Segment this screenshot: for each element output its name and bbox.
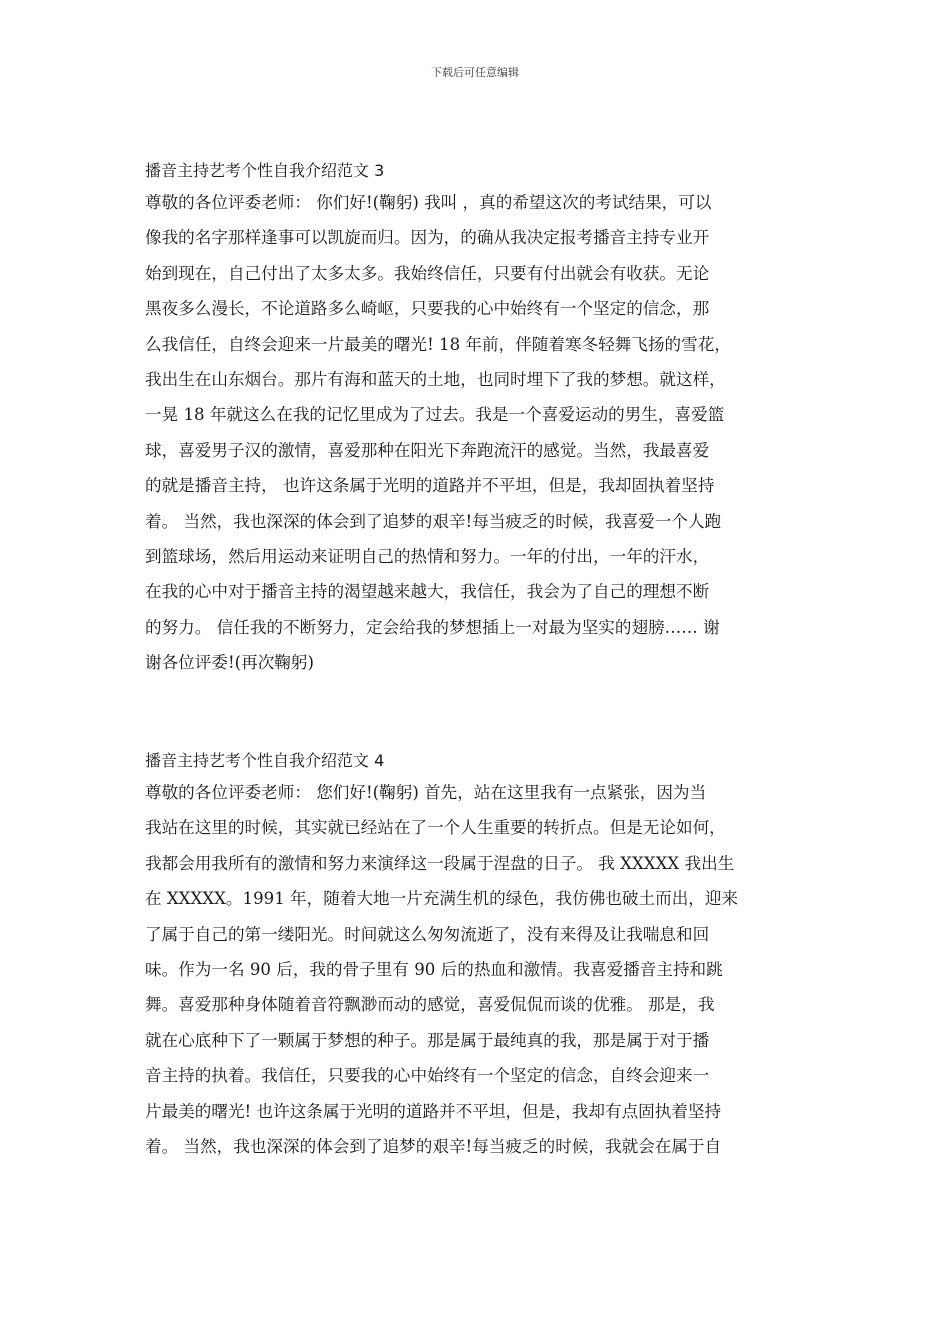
paragraph-line: 么我信任，自终会迎来一片最美的曙光! 18 年前，伴随着寒冬轻舞飞扬的雪花， — [145, 334, 731, 354]
paragraph-line: 我都会用我所有的激情和努力来演绎这一段属于涅盘的日子。 我 XXXXX 我出生 — [145, 853, 735, 873]
paragraph-line: 尊敬的各位评委老师： 你们好!(鞠躬) 我叫 ，真的希望这次的考试结果，可以 — [145, 193, 712, 212]
section-body — [145, 185, 811, 681]
paragraph-line: 就在心底种下了一颗属于梦想的种子。那是属于最纯真的我，那是属于对于播 — [145, 1030, 710, 1050]
section-title: 播音主持艺考个性自我介绍范文 3 — [145, 161, 385, 180]
paragraph-line: 黑夜多么漫长，不论道路多么崎岖，只要我的心中始终有一个坚定的信念，那 — [145, 299, 710, 319]
paragraph-line: 一晃 18 年就这么在我的记忆里成为了过去。我是一个喜爱运动的男生，喜爱篮 — [145, 405, 725, 425]
section-4 — [145, 750, 811, 1164]
paragraph-line: 像我的名字那样逢事可以凯旋而归。因为，的确从我决定报考播音主持专业开 — [145, 228, 710, 248]
section-3 — [145, 160, 811, 681]
paragraph-line: 尊敬的各位评委老师： 您们好!(鞠躬) 首先，站在这里我有一点紧张，因为当 — [145, 783, 707, 802]
paragraph-line: 着。 当然，我也深深的体会到了追梦的艰辛!每当疲乏的时候，我喜爱一个人跑 — [145, 511, 722, 531]
paragraph-line: 味。作为一名 90 后，我的骨子里有 90 后的热血和激情。我喜爱播音主持和跳 — [145, 960, 723, 980]
paragraph-line: 的努力。 信任我的不断努力，定会给我的梦想插上一对最为坚实的翅膀…… 谢 — [145, 617, 720, 637]
section-title: 播音主持艺考个性自我介绍范文 4 — [145, 751, 385, 770]
section-body — [145, 775, 811, 1164]
paragraph-line: 我出生在山东烟台。那片有海和蓝天的土地，也同时埋下了我的梦想。就这样， — [145, 370, 726, 390]
paragraph-line: 的就是播音主持， 也许这条属于光明的道路并不平坦，但是，我却固执着坚持 — [145, 476, 715, 496]
paragraph-line: 在我的心中对于播音主持的渴望越来越大，我信任，我会为了自己的理想不断 — [145, 582, 710, 602]
paragraph-line: 球，喜爱男子汉的激情，喜爱那种在阳光下奔跑流汗的感觉。当然，我最喜爱 — [145, 440, 710, 460]
page-header: 下载后可任意编辑 — [431, 66, 519, 79]
paragraph-line: 我站在这里的时候，其实就已经站在了一个人生重要的转折点。但是无论如何， — [145, 818, 726, 838]
paragraph-line: 始到现在，自己付出了太多太多。我始终信任，只要有付出就会有收获。无论 — [145, 263, 710, 283]
paragraph-line: 在 XXXXX。1991 年，随着大地一片充满生机的绿色，我仿佛也破土而出，迎来 — [145, 889, 739, 909]
paragraph-line: 到篮球场，然后用运动来证明自己的热情和努力。一年的付出，一年的汗水， — [145, 547, 710, 567]
paragraph-line: 了属于自己的第一缕阳光。时间就这么匆匆流逝了，没有来得及让我喘息和回 — [145, 924, 710, 944]
paragraph-line: 谢各位评委!(再次鞠躬) — [145, 653, 314, 673]
paragraph-line: 着。 当然，我也深深的体会到了追梦的艰辛!每当疲乏的时候，我就会在属于自 — [145, 1137, 722, 1157]
paragraph-line: 片最美的曙光! 也许这条属于光明的道路并不平坦，但是，我却有点固执着坚持 — [145, 1101, 722, 1121]
paragraph-line: 舞。喜爱那种身体随着音符飘渺而动的感觉，喜爱侃侃而谈的优雅。 那是，我 — [145, 995, 715, 1015]
paragraph-line: 音主持的执着。我信任，只要我的心中始终有一个坚定的信念，自终会迎来一 — [145, 1066, 710, 1086]
